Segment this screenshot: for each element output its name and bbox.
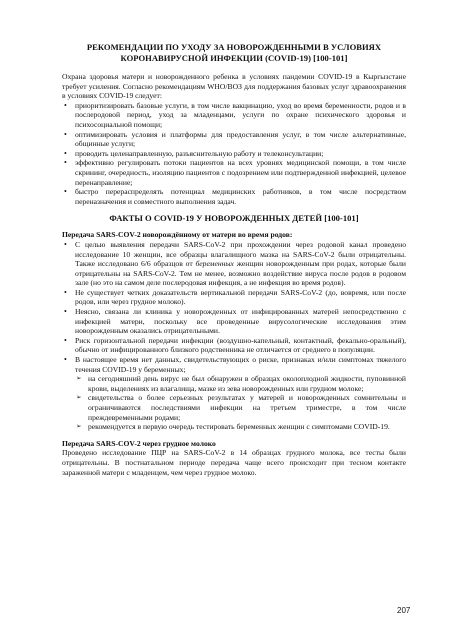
- sublist-item: ➢ на сегодняшний день вирус не был обнаружен в образцах околоплодной жидкости, пуповинной крови, выделениях из влагалища, мазке из зева новорожденных или грудном молоке;: [76, 374, 406, 393]
- facts-title: ФАКТЫ О COVID-19 У НОВОРОЖДЕННЫХ ДЕТЕЙ [100-101]: [109, 213, 359, 224]
- sublist-item: ➢ свидетельства о более серьезных результатах у матерей и новорожденных сомнительны и ограничиваются последствиями инфекции на третьем триместре, в том числе преждевременными родами;: [76, 393, 406, 422]
- section-title: [62, 42, 406, 64]
- facts-list: [62, 240, 406, 374]
- recommendations-list: [62, 101, 406, 207]
- fact-text-b: женщин новорожденным при родах, которые были отрицательны на SARS-CoV-2. Тем не менее, возможно воздействие вируса после родов в родовом зале (но это на самом деле послеродовая инфекция, а не инфекция во время родов).: [75, 259, 406, 288]
- subheading-birth-transmission: Передача SARS-COV-2 новорождённому от матери во время родов:: [62, 230, 293, 240]
- list-item: • Не существует четких доказательств вертикальной передачи SARS-CoV-2 (до, вовремя, или после родов, или через грудное молоко).: [62, 288, 406, 307]
- closing-paragraph: Проведено исследование ПЦР на SARS-CoV-2 в 14 образцах грудного молока, все тесты были отрицательны. В постнатальном периоде передача чаще всего происходит при тесном контакте зараженной матери с младенцем, чем через грудное молоко.: [62, 448, 406, 477]
- list-item: [62, 240, 406, 288]
- fact-text-a: С целью выявления передачи SARS-CoV-2 при прохождении через родовой канал проведено исследование 10 женщин, все образцы влагалищного мазка на SARS-CoV-2 были отрицательны. Также исследовано 6/6 образцов от: [75, 239, 406, 269]
- list-item: • оптимизировать условия и платформы для предоставления услуг, в том числе альтернативные, общинные услуги;: [62, 130, 406, 149]
- subheading-breastmilk: Передача SARS-COV-2 через грудное молоко: [62, 438, 216, 448]
- list-item: • быстро перераспределять потенциал медицинских работников, в том числе посредством переназначения и совместного выполнения задач.: [62, 187, 406, 206]
- fact-text-em: беременных: [195, 259, 234, 269]
- facts-sublist: [76, 374, 406, 432]
- list-item: • проводить целенаправленную, разъяснительную работу и телеконсультации;: [62, 149, 406, 159]
- list-item: • Неясно, связана ли клиника у новорожденных от инфицированных матерей непосредственно с инфекцией матери, поскольку все проведенные вирусологические исследования этим новорожденным оказались отрицательными.: [62, 307, 406, 336]
- intro-paragraph: Охрана здоровья матери и новорожденного ребенка в условиях пандемии COVID-19 в Кыргызстане требует усиления. Согласно рекомендациям WHO/ВОЗ для поддержания базовых услуг здравоохранения в условиях COVID-19 следует:: [62, 72, 406, 101]
- list-item: • Риск горизонтальной передачи инфекции (воздушно-капельный, контактный, фекально-оральный), обычно от инфицированного близкого родственника не отличается от среднего в популяции.: [62, 336, 406, 355]
- list-item: • В настоящее время нет данных, свидетельствующих о риске, признаках и/или симптомах тяжелого течения COVID-19 у беременных;: [62, 355, 406, 374]
- page-number: 207: [397, 606, 411, 615]
- list-item: • эффективно регулировать потоки пациентов на всех уровнях медицинской помощи, в том числе скрининг, очередность, изоляцию пациентов с подозрением или подтвержденной инфекцией, целевое перенаправление;: [62, 158, 406, 187]
- section-title-line1: РЕКОМЕНДАЦИИ ПО УХОДУ ЗА НОВОРОЖДЕННЫМИ В УСЛОВИЯХ: [86, 42, 382, 52]
- document-page: [62, 42, 406, 477]
- sublist-item: ➢ рекомендуется в первую очередь тестировать беременных женщин с симптомами COVID-19.: [76, 422, 406, 432]
- section-title-line2: КОРОНАВИРУСНОЙ ИНФЕКЦИИ (COVID-19) [100-101]: [120, 53, 348, 63]
- list-item: • приоритизировать базовые услуги, в том числе вакцинацию, уход во время беременности, родов и в послеродовой период, уход за младенцами, услуги по охране психического здоровья и психосоциальной помощи;: [62, 101, 406, 130]
